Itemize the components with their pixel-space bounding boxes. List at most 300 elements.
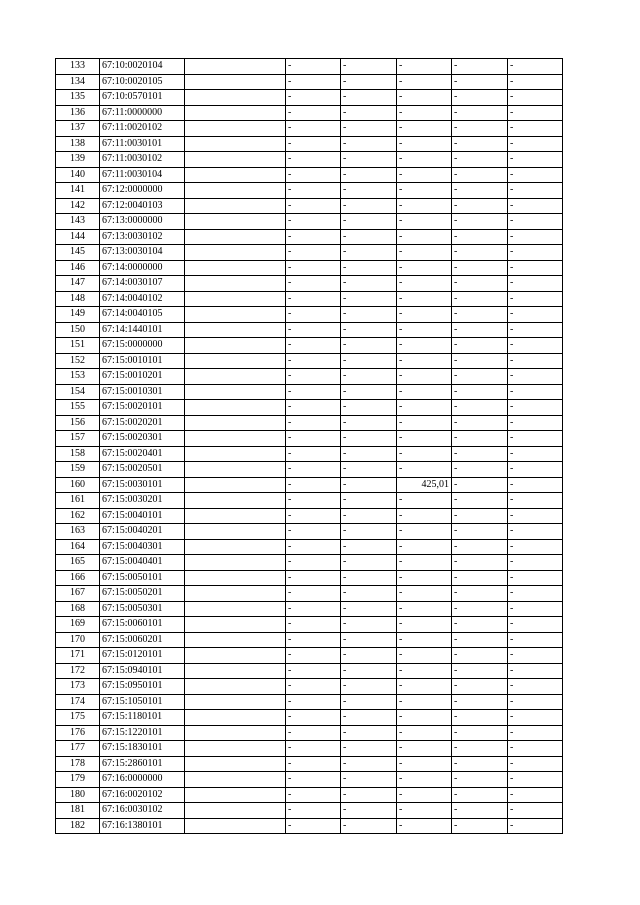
column-3-cell [185, 555, 286, 571]
row-number-cell: 136 [56, 105, 100, 121]
column-3-cell [185, 586, 286, 602]
cadastral-code-cell: 67:16:0030102 [100, 803, 185, 819]
column-4-cell: - [286, 229, 341, 245]
column-3-cell [185, 617, 286, 633]
column-6-cell: - [397, 710, 452, 726]
column-7-cell: - [452, 167, 508, 183]
column-4-cell: - [286, 214, 341, 230]
row-number-cell: 146 [56, 260, 100, 276]
table-row [56, 741, 563, 757]
column-4-cell: - [286, 632, 341, 648]
column-5-cell: - [341, 803, 397, 819]
row-number-cell: 134 [56, 74, 100, 90]
column-4-cell: - [286, 276, 341, 292]
cadastral-code-cell: 67:11:0030104 [100, 167, 185, 183]
row-number-cell: 158 [56, 446, 100, 462]
column-6-cell: - [397, 152, 452, 168]
column-6-cell: - [397, 105, 452, 121]
column-6-cell: - [397, 772, 452, 788]
column-7-cell: - [452, 508, 508, 524]
column-8-cell: - [508, 152, 563, 168]
column-7-cell: - [452, 570, 508, 586]
column-3-cell [185, 260, 286, 276]
table-row [56, 384, 563, 400]
column-8-cell: - [508, 772, 563, 788]
column-7-cell: - [452, 710, 508, 726]
cadastral-code-cell: 67:10:0020104 [100, 59, 185, 75]
column-3-cell [185, 694, 286, 710]
column-8-cell: - [508, 741, 563, 757]
table-row [56, 105, 563, 121]
column-3-cell [185, 307, 286, 323]
cadastral-code-cell: 67:15:0020201 [100, 415, 185, 431]
row-number-cell: 139 [56, 152, 100, 168]
column-5-cell: - [341, 276, 397, 292]
column-6-cell: - [397, 648, 452, 664]
column-5-cell: - [341, 710, 397, 726]
column-3-cell [185, 787, 286, 803]
column-5-cell: - [341, 741, 397, 757]
row-number-cell: 160 [56, 477, 100, 493]
column-3-cell [185, 90, 286, 106]
column-5-cell: - [341, 183, 397, 199]
row-number-cell: 144 [56, 229, 100, 245]
cadastral-code-cell: 67:11:0030102 [100, 152, 185, 168]
cadastral-code-cell: 67:15:0020301 [100, 431, 185, 447]
column-7-cell: - [452, 198, 508, 214]
row-number-cell: 148 [56, 291, 100, 307]
column-6-cell: - [397, 369, 452, 385]
column-8-cell: - [508, 679, 563, 695]
table-row [56, 601, 563, 617]
column-8-cell: - [508, 105, 563, 121]
row-number-cell: 177 [56, 741, 100, 757]
column-7-cell: - [452, 555, 508, 571]
table-row [56, 59, 563, 75]
column-3-cell [185, 59, 286, 75]
column-4-cell: - [286, 555, 341, 571]
cadastral-code-cell: 67:12:0000000 [100, 183, 185, 199]
cadastral-code-cell: 67:15:0020401 [100, 446, 185, 462]
column-8-cell: - [508, 818, 563, 834]
row-number-cell: 149 [56, 307, 100, 323]
column-7-cell: - [452, 384, 508, 400]
cadastral-code-cell: 67:11:0030101 [100, 136, 185, 152]
cadastral-code-cell: 67:11:0020102 [100, 121, 185, 137]
row-number-cell: 168 [56, 601, 100, 617]
row-number-cell: 147 [56, 276, 100, 292]
table-row [56, 803, 563, 819]
cadastral-code-cell: 67:15:0940101 [100, 663, 185, 679]
column-7-cell: - [452, 725, 508, 741]
column-8-cell: - [508, 570, 563, 586]
table-row [56, 787, 563, 803]
table-row [56, 756, 563, 772]
column-5-cell: - [341, 772, 397, 788]
column-7-cell: - [452, 400, 508, 416]
column-5-cell: - [341, 384, 397, 400]
column-7-cell: - [452, 369, 508, 385]
row-number-cell: 145 [56, 245, 100, 261]
column-7-cell: - [452, 152, 508, 168]
column-6-cell: - [397, 214, 452, 230]
column-4-cell: - [286, 679, 341, 695]
column-3-cell [185, 105, 286, 121]
cadastral-code-cell: 67:15:0010301 [100, 384, 185, 400]
column-8-cell: - [508, 508, 563, 524]
row-number-cell: 153 [56, 369, 100, 385]
row-number-cell: 141 [56, 183, 100, 199]
column-3-cell [185, 214, 286, 230]
column-3-cell [185, 152, 286, 168]
row-number-cell: 142 [56, 198, 100, 214]
table-row [56, 353, 563, 369]
column-4-cell: - [286, 307, 341, 323]
column-8-cell: - [508, 493, 563, 509]
cadastral-code-cell: 67:15:0050301 [100, 601, 185, 617]
column-7-cell: - [452, 260, 508, 276]
cadastral-code-cell: 67:15:0060101 [100, 617, 185, 633]
table-row [56, 152, 563, 168]
row-number-cell: 165 [56, 555, 100, 571]
column-8-cell: - [508, 694, 563, 710]
row-number-cell: 178 [56, 756, 100, 772]
row-number-cell: 140 [56, 167, 100, 183]
column-5-cell: - [341, 632, 397, 648]
column-3-cell [185, 772, 286, 788]
column-6-cell: - [397, 276, 452, 292]
column-3-cell [185, 369, 286, 385]
column-5-cell: - [341, 462, 397, 478]
column-8-cell: - [508, 632, 563, 648]
table-row [56, 183, 563, 199]
column-4-cell: - [286, 59, 341, 75]
cadastral-code-cell: 67:13:0030104 [100, 245, 185, 261]
column-8-cell: - [508, 663, 563, 679]
column-8-cell: - [508, 167, 563, 183]
column-6-cell: - [397, 245, 452, 261]
column-7-cell: - [452, 353, 508, 369]
table-body [56, 59, 563, 834]
cadastral-code-cell: 67:13:0000000 [100, 214, 185, 230]
table-row [56, 663, 563, 679]
column-4-cell: - [286, 818, 341, 834]
column-7-cell: - [452, 431, 508, 447]
row-number-cell: 176 [56, 725, 100, 741]
column-6-cell: - [397, 121, 452, 137]
column-6-cell: - [397, 508, 452, 524]
column-5-cell: - [341, 663, 397, 679]
cadastral-code-cell: 67:15:1180101 [100, 710, 185, 726]
column-4-cell: - [286, 710, 341, 726]
cadastral-code-cell: 67:10:0570101 [100, 90, 185, 106]
table-row [56, 291, 563, 307]
column-3-cell [185, 229, 286, 245]
column-4-cell: - [286, 121, 341, 137]
column-8-cell: - [508, 121, 563, 137]
column-7-cell: - [452, 648, 508, 664]
column-6-cell: - [397, 90, 452, 106]
column-6-cell: - [397, 756, 452, 772]
column-5-cell: - [341, 756, 397, 772]
column-7-cell: - [452, 787, 508, 803]
column-3-cell [185, 415, 286, 431]
column-5-cell: - [341, 679, 397, 695]
table-row [56, 462, 563, 478]
row-number-cell: 156 [56, 415, 100, 431]
column-7-cell: - [452, 772, 508, 788]
cadastral-code-cell: 67:15:0040101 [100, 508, 185, 524]
column-7-cell: - [452, 90, 508, 106]
column-7-cell: - [452, 59, 508, 75]
column-6-cell: - [397, 617, 452, 633]
column-5-cell: - [341, 74, 397, 90]
column-6-cell: - [397, 524, 452, 540]
column-5-cell: - [341, 167, 397, 183]
column-4-cell: - [286, 384, 341, 400]
row-number-cell: 143 [56, 214, 100, 230]
table-row [56, 446, 563, 462]
table-row [56, 570, 563, 586]
column-7-cell: - [452, 524, 508, 540]
table-row [56, 167, 563, 183]
table-row [56, 679, 563, 695]
column-3-cell [185, 508, 286, 524]
table-row [56, 198, 563, 214]
cadastral-code-cell: 67:15:2860101 [100, 756, 185, 772]
table-row [56, 245, 563, 261]
column-8-cell: - [508, 229, 563, 245]
column-6-cell: - [397, 570, 452, 586]
column-8-cell: - [508, 291, 563, 307]
column-3-cell [185, 477, 286, 493]
column-8-cell: - [508, 260, 563, 276]
cadastral-code-cell: 67:12:0040103 [100, 198, 185, 214]
column-3-cell [185, 663, 286, 679]
column-5-cell: - [341, 431, 397, 447]
column-7-cell: - [452, 803, 508, 819]
column-5-cell: - [341, 322, 397, 338]
column-7-cell: - [452, 601, 508, 617]
column-3-cell [185, 198, 286, 214]
column-6-cell: - [397, 260, 452, 276]
table-row [56, 400, 563, 416]
column-6-cell: - [397, 431, 452, 447]
row-number-cell: 161 [56, 493, 100, 509]
column-8-cell: - [508, 74, 563, 90]
column-4-cell: - [286, 431, 341, 447]
cadastral-code-cell: 67:11:0000000 [100, 105, 185, 121]
column-5-cell: - [341, 369, 397, 385]
column-6-cell: - [397, 632, 452, 648]
table-row [56, 307, 563, 323]
column-3-cell [185, 431, 286, 447]
column-4-cell: - [286, 694, 341, 710]
row-number-cell: 164 [56, 539, 100, 555]
column-7-cell: - [452, 291, 508, 307]
column-6-cell: - [397, 338, 452, 354]
column-8-cell: - [508, 586, 563, 602]
column-4-cell: - [286, 539, 341, 555]
column-7-cell: - [452, 756, 508, 772]
column-4-cell: - [286, 369, 341, 385]
column-5-cell: - [341, 539, 397, 555]
row-number-cell: 133 [56, 59, 100, 75]
column-5-cell: - [341, 694, 397, 710]
column-7-cell: - [452, 632, 508, 648]
column-7-cell: - [452, 415, 508, 431]
column-6-cell: 425,01 [397, 477, 452, 493]
cadastral-code-cell: 67:15:1830101 [100, 741, 185, 757]
column-4-cell: - [286, 741, 341, 757]
column-3-cell [185, 121, 286, 137]
table-row [56, 694, 563, 710]
cadastral-code-cell: 67:15:0040201 [100, 524, 185, 540]
column-4-cell: - [286, 524, 341, 540]
column-7-cell: - [452, 539, 508, 555]
column-3-cell [185, 167, 286, 183]
column-3-cell [185, 570, 286, 586]
cadastral-code-cell: 67:15:0010101 [100, 353, 185, 369]
column-3-cell [185, 539, 286, 555]
column-4-cell: - [286, 338, 341, 354]
column-7-cell: - [452, 338, 508, 354]
table-row [56, 431, 563, 447]
column-6-cell: - [397, 307, 452, 323]
table-row [56, 493, 563, 509]
column-8-cell: - [508, 415, 563, 431]
column-5-cell: - [341, 307, 397, 323]
column-4-cell: - [286, 477, 341, 493]
column-3-cell [185, 818, 286, 834]
cadastral-code-cell: 67:14:0000000 [100, 260, 185, 276]
column-7-cell: - [452, 493, 508, 509]
column-6-cell: - [397, 59, 452, 75]
column-4-cell: - [286, 260, 341, 276]
column-4-cell: - [286, 245, 341, 261]
column-5-cell: - [341, 508, 397, 524]
cadastral-code-cell: 67:13:0030102 [100, 229, 185, 245]
table-row [56, 632, 563, 648]
column-6-cell: - [397, 415, 452, 431]
column-5-cell: - [341, 617, 397, 633]
column-5-cell: - [341, 105, 397, 121]
row-number-cell: 150 [56, 322, 100, 338]
column-3-cell [185, 353, 286, 369]
cadastral-code-cell: 67:14:0030107 [100, 276, 185, 292]
column-4-cell: - [286, 803, 341, 819]
column-3-cell [185, 384, 286, 400]
table-row [56, 136, 563, 152]
column-7-cell: - [452, 245, 508, 261]
column-8-cell: - [508, 756, 563, 772]
column-4-cell: - [286, 508, 341, 524]
column-4-cell: - [286, 772, 341, 788]
column-7-cell: - [452, 276, 508, 292]
column-8-cell: - [508, 90, 563, 106]
column-8-cell: - [508, 322, 563, 338]
column-5-cell: - [341, 601, 397, 617]
column-5-cell: - [341, 260, 397, 276]
table-row [56, 121, 563, 137]
column-7-cell: - [452, 617, 508, 633]
column-4-cell: - [286, 462, 341, 478]
column-5-cell: - [341, 555, 397, 571]
cadastral-code-cell: 67:15:1220101 [100, 725, 185, 741]
column-6-cell: - [397, 803, 452, 819]
column-5-cell: - [341, 136, 397, 152]
column-4-cell: - [286, 493, 341, 509]
row-number-cell: 170 [56, 632, 100, 648]
table-row [56, 276, 563, 292]
column-5-cell: - [341, 725, 397, 741]
column-7-cell: - [452, 105, 508, 121]
cadastral-code-cell: 67:14:1440101 [100, 322, 185, 338]
column-6-cell: - [397, 136, 452, 152]
column-6-cell: - [397, 725, 452, 741]
column-8-cell: - [508, 307, 563, 323]
column-6-cell: - [397, 400, 452, 416]
row-number-cell: 162 [56, 508, 100, 524]
column-6-cell: - [397, 555, 452, 571]
table-row [56, 648, 563, 664]
column-7-cell: - [452, 214, 508, 230]
cadastral-code-cell: 67:15:0020501 [100, 462, 185, 478]
column-4-cell: - [286, 74, 341, 90]
column-8-cell: - [508, 710, 563, 726]
column-4-cell: - [286, 136, 341, 152]
cadastral-code-cell: 67:15:0000000 [100, 338, 185, 354]
column-3-cell [185, 632, 286, 648]
column-6-cell: - [397, 493, 452, 509]
column-6-cell: - [397, 291, 452, 307]
cadastral-code-cell: 67:16:0000000 [100, 772, 185, 788]
column-6-cell: - [397, 462, 452, 478]
column-4-cell: - [286, 586, 341, 602]
column-6-cell: - [397, 663, 452, 679]
column-4-cell: - [286, 353, 341, 369]
column-8-cell: - [508, 276, 563, 292]
column-8-cell: - [508, 601, 563, 617]
column-7-cell: - [452, 183, 508, 199]
table-row [56, 586, 563, 602]
column-7-cell: - [452, 462, 508, 478]
column-4-cell: - [286, 648, 341, 664]
row-number-cell: 172 [56, 663, 100, 679]
column-6-cell: - [397, 601, 452, 617]
column-8-cell: - [508, 198, 563, 214]
column-3-cell [185, 601, 286, 617]
cadastral-code-cell: 67:14:0040102 [100, 291, 185, 307]
column-3-cell [185, 136, 286, 152]
column-7-cell: - [452, 586, 508, 602]
cadastral-code-cell: 67:16:1380101 [100, 818, 185, 834]
table-row [56, 90, 563, 106]
row-number-cell: 135 [56, 90, 100, 106]
column-8-cell: - [508, 245, 563, 261]
column-6-cell: - [397, 384, 452, 400]
column-4-cell: - [286, 167, 341, 183]
column-7-cell: - [452, 121, 508, 137]
column-6-cell: - [397, 229, 452, 245]
table-row [56, 415, 563, 431]
column-7-cell: - [452, 818, 508, 834]
row-number-cell: 174 [56, 694, 100, 710]
column-8-cell: - [508, 136, 563, 152]
column-6-cell: - [397, 539, 452, 555]
table-row [56, 524, 563, 540]
column-8-cell: - [508, 524, 563, 540]
